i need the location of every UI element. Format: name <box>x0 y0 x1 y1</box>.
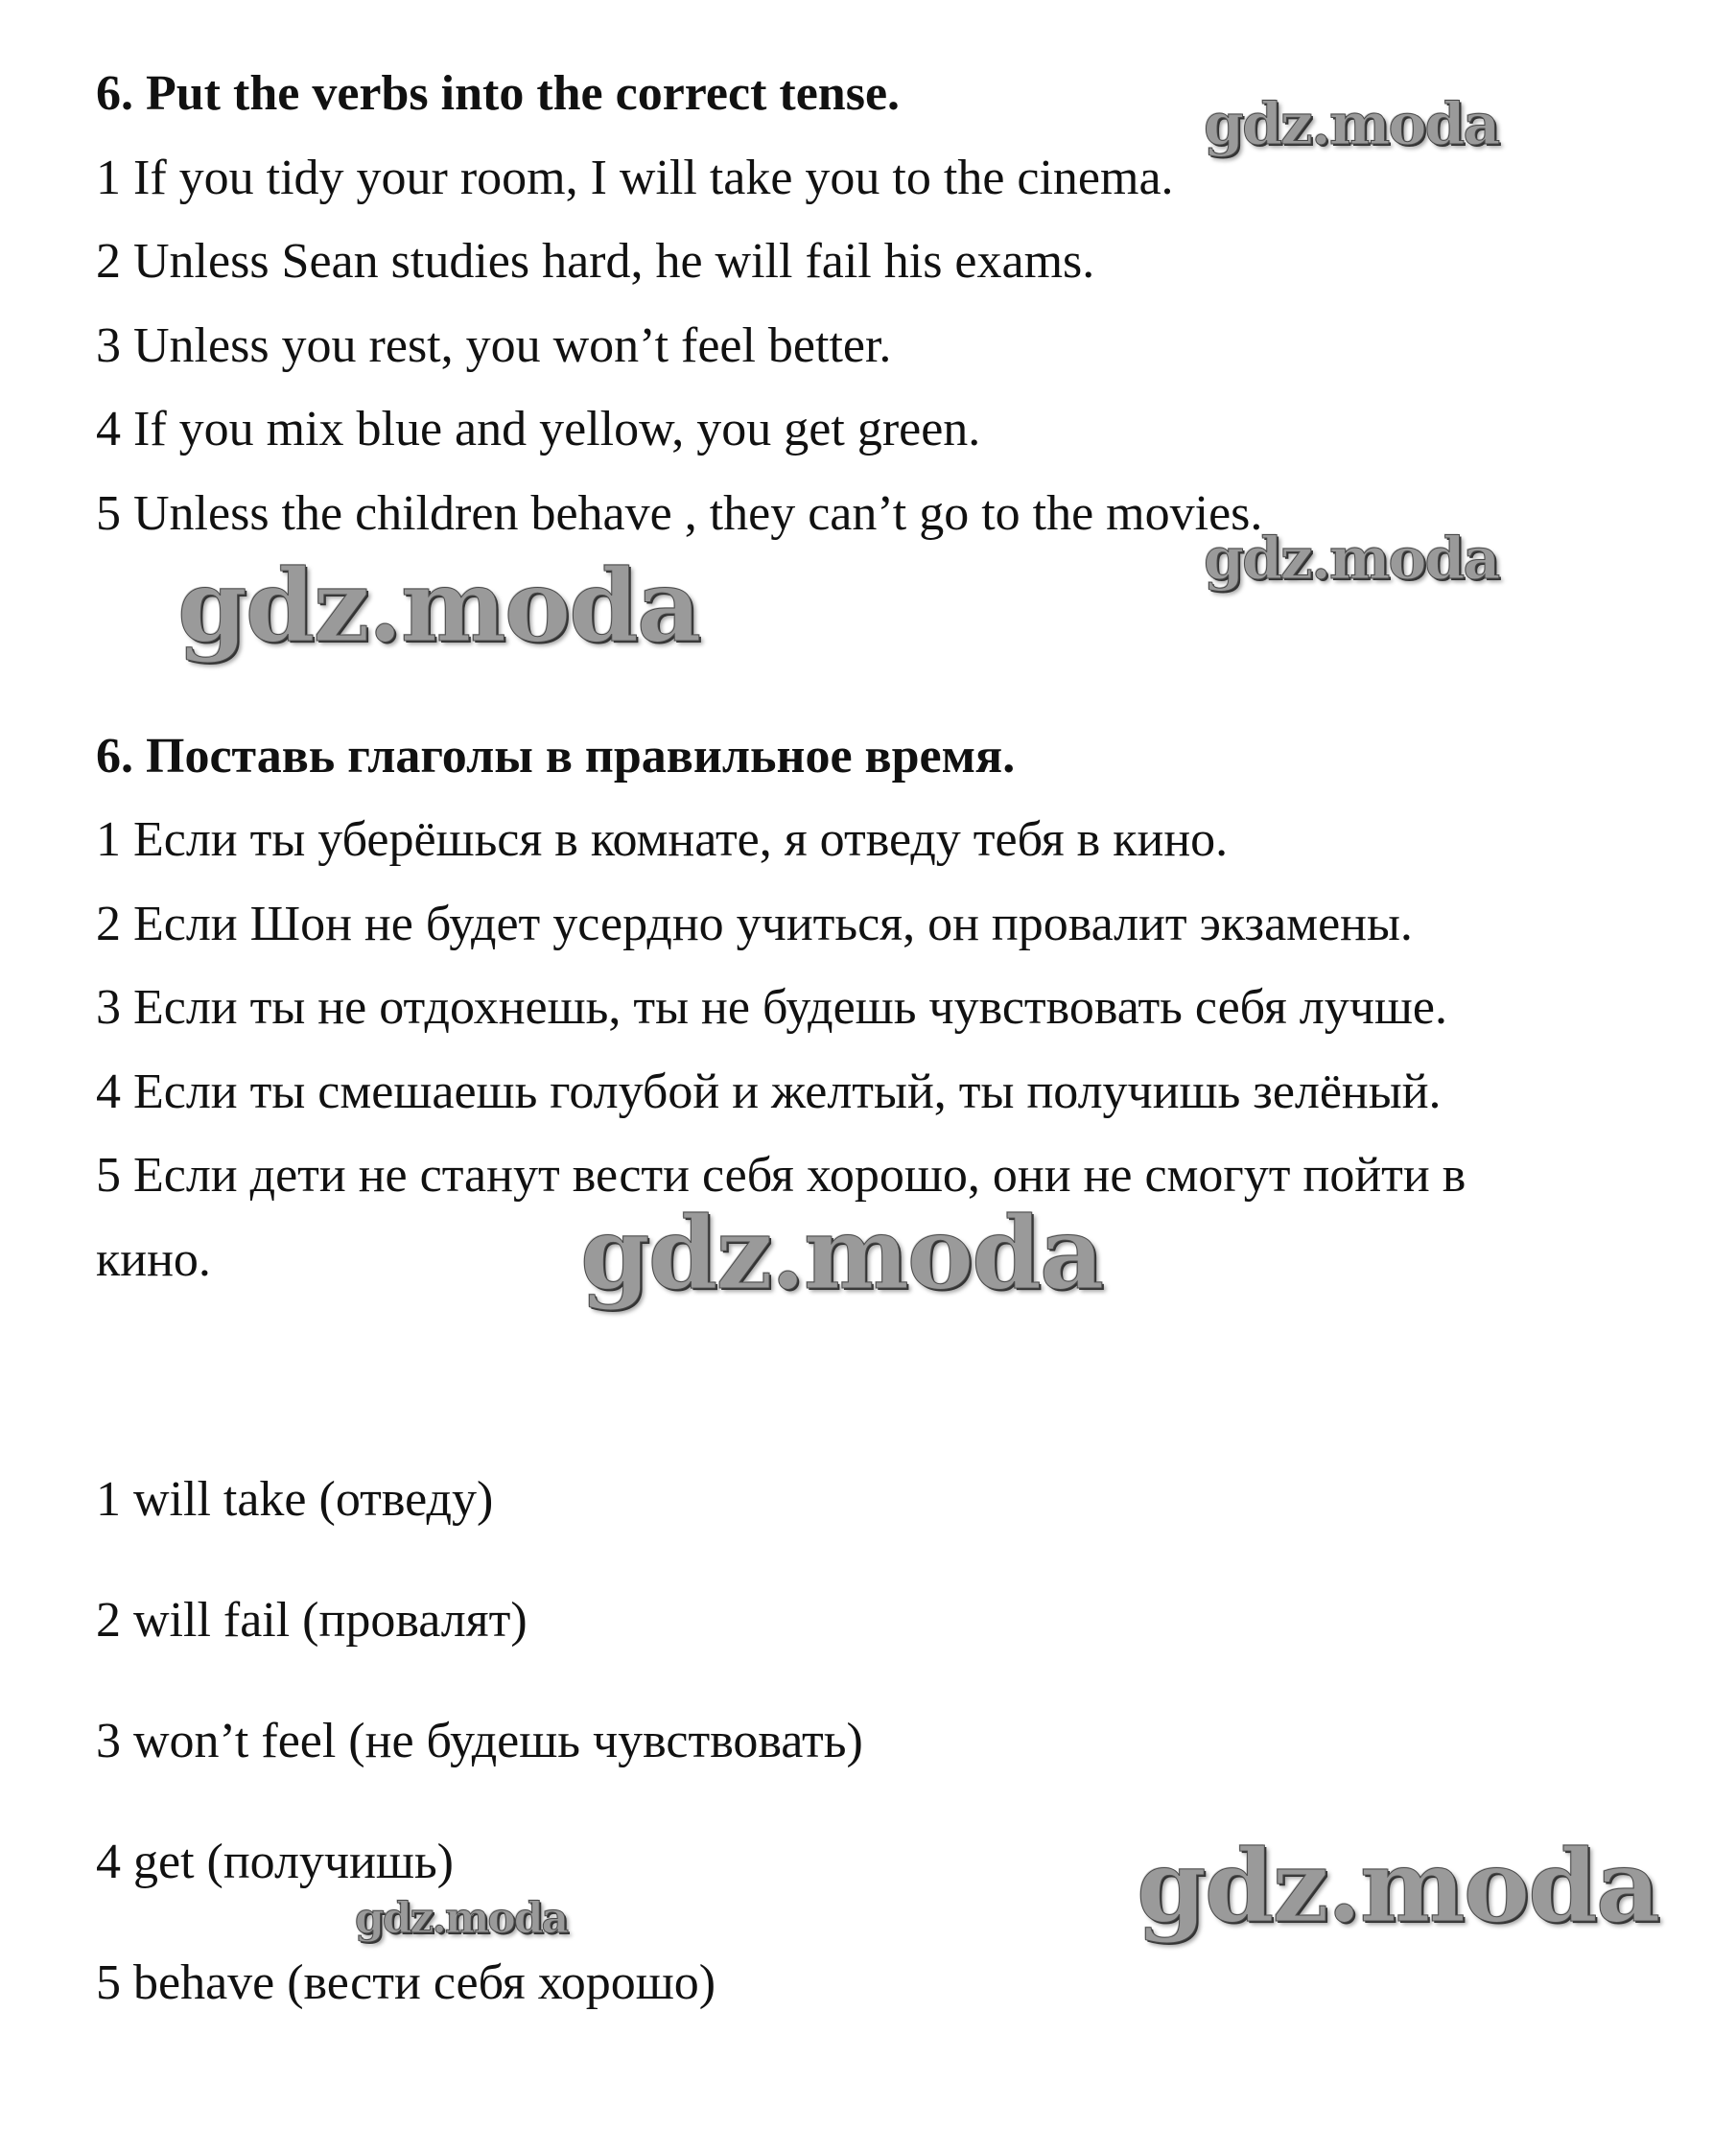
answer-1: 1 will take (отведу) <box>96 1472 494 1527</box>
watermark-logo: gdz.moda <box>1204 526 1499 593</box>
russian-sentence-3: 3 Если ты не отдохнешь, ты не будешь чувствовать себя лучше. <box>96 980 1447 1035</box>
russian-sentence-2: 2 Если Шон не будет усердно учиться, он провалит экзамены. <box>96 897 1413 951</box>
answer-5: 5 behave (вести себя хорошо) <box>96 1955 716 2010</box>
russian-sentence-1: 1 Если ты уберёшься в комнате, я отведу тебя в кино. <box>96 812 1229 867</box>
english-sentence-4: 4 If you mix blue and yellow, you get green. <box>96 402 981 456</box>
watermark-logo: gdz.moda <box>355 1894 568 1943</box>
watermark-logo: gdz.moda <box>1204 91 1499 158</box>
russian-heading: 6. Поставь глаголы в правильное время. <box>96 729 1016 784</box>
watermark-logo: gdz.moda <box>177 547 700 665</box>
english-heading: 6. Put the verbs into the correct tense. <box>96 66 901 121</box>
russian-sentence-4: 4 Если ты смешаешь голубой и желтый, ты получишь зелёный. <box>96 1064 1442 1119</box>
watermark-logo: gdz.moda <box>1137 1827 1659 1945</box>
answer-4: 4 get (получишь) <box>96 1835 454 1889</box>
english-sentence-2: 2 Unless Sean studies hard, he will fail his exams. <box>96 234 1095 289</box>
watermark-logo: gdz.moda <box>580 1194 1103 1312</box>
russian-sentence-5: 5 Если дети не станут вести себя хорошо, они не смогут пойти в <box>96 1148 1466 1203</box>
answer-2: 2 will fail (провалят) <box>96 1593 528 1648</box>
english-sentence-3: 3 Unless you rest, you won’t feel better. <box>96 318 892 373</box>
english-sentence-5: 5 Unless the children behave , they can’t go to the movies. <box>96 486 1263 541</box>
answer-3: 3 won’t feel (не будешь чувствовать) <box>96 1714 863 1768</box>
english-sentence-1: 1 If you tidy your room, I will take you to the cinema. <box>96 151 1174 205</box>
russian-sentence-5-continued: кино. <box>96 1232 211 1287</box>
